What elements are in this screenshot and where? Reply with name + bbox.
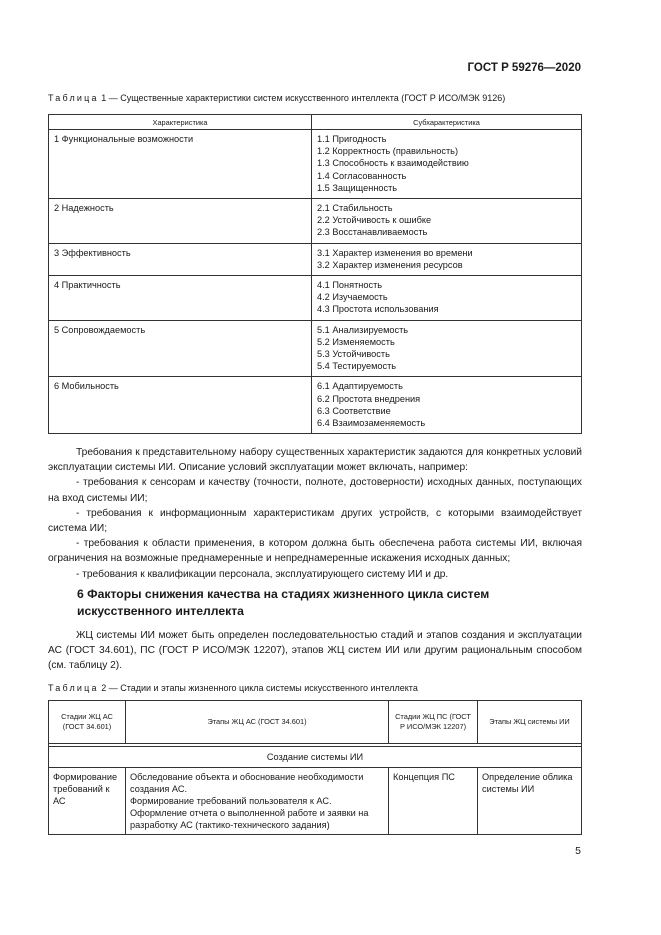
subcharacteristic-item: 2.1 Стабильность (317, 203, 393, 214)
subcharacteristic-cell (312, 130, 582, 199)
subcharacteristic-item: 4.2 Изучаемость (317, 292, 388, 303)
as-stage-cell: Формирование требований к АС (49, 768, 126, 835)
subcharacteristic-cell (312, 276, 582, 321)
subcharacteristic-item: 4.1 Понятность (317, 280, 383, 291)
table1 (48, 114, 582, 434)
software-stage-cell: Концепция ПС (389, 768, 478, 835)
subcharacteristic-item: 6.3 Соответствие (317, 405, 391, 416)
table1-col-characteristic: Характеристика (49, 115, 312, 130)
table-row (49, 320, 582, 377)
page-number: 5 (575, 845, 581, 857)
subcharacteristic-item: 5.3 Устойчивость (317, 349, 390, 360)
table2 (48, 700, 582, 835)
subcharacteristic-item: 6.4 Взаимозаменяемость (317, 418, 426, 429)
phase-item: Формирование требований пользователя к АС. (130, 796, 332, 806)
table-row (49, 243, 582, 275)
characteristic-cell: 3 Эффективность (49, 243, 312, 275)
ai-stage-cell: Определение облика системы ИИ (478, 768, 582, 835)
subcharacteristic-item: 3.1 Характер изменения во времени (317, 247, 473, 258)
subcharacteristic-item: 1.5 Защищенность (317, 182, 398, 193)
table2-col-as-phases: Этапы ЖЦ АС (ГОСТ 34.601) (126, 701, 389, 744)
list-item: - требования к информационным характеристикам других устройств, с которыми взаимодействует система ИИ; (48, 507, 582, 535)
paragraph: ЖЦ системы ИИ может быть определен последовательностью стадий и этапов создания и эксплуатации АС (ГОСТ 34.601), ПС (ГОСТ Р ИСО/МЭК 12207), этапов ЖЦ систем ИИ или другим рациональным способом (см. таблицу 2). (48, 630, 582, 672)
subcharacteristic-item: 1.4 Согласованность (317, 170, 407, 181)
table2-caption (48, 683, 418, 693)
subcharacteristic-item: 6.2 Простота внедрения (317, 393, 421, 404)
requirements-text (48, 445, 582, 582)
phase-item: Обследование объекта и обоснование необходимости создания АС. (130, 772, 364, 794)
characteristic-cell: 5 Сопровождаемость (49, 320, 312, 377)
subcharacteristic-item: 2.2 Устойчивость к ошибке (317, 215, 432, 226)
subcharacteristic-cell (312, 243, 582, 275)
subcharacteristic-item: 1.1 Пригодность (317, 134, 387, 144)
table2-col-as-stages: Стадии ЖЦ АС (ГОСТ 34.601) (49, 701, 126, 744)
table1-caption-text: 1 — Существенные характеристики систем искусственного интеллекта (ГОСТ Р ИСО/МЭК 9126) (101, 93, 506, 103)
table-row (49, 199, 582, 244)
table-row (49, 377, 582, 434)
table-row (49, 130, 582, 199)
subcharacteristic-item: 1.2 Корректность (правильность) (317, 146, 459, 157)
table2-caption-prefix: Таблица (48, 683, 99, 693)
subcharacteristic-item: 5.2 Изменяемость (317, 336, 395, 347)
group-row (49, 747, 582, 768)
subcharacteristic-item: 1.3 Способность к взаимодействию (317, 158, 469, 169)
table2-col-ai-stages: Этапы ЖЦ системы ИИ (478, 701, 582, 744)
subcharacteristic-cell (312, 320, 582, 377)
subcharacteristic-item: 6.1 Адаптируемость (317, 381, 403, 392)
table-row (49, 768, 582, 835)
table1-caption (48, 93, 505, 103)
table1-header-row (49, 115, 582, 130)
table2-col-software-stages: Стадии ЖЦ ПС (ГОСТ Р ИСО/МЭК 12207) (389, 701, 478, 744)
phase-item: Оформление отчета о выполненной работе и заявки на разработку АС (тактико-технического задания) (130, 808, 369, 830)
document-code-header: ГОСТ Р 59276—2020 (467, 62, 581, 74)
subcharacteristic-cell (312, 199, 582, 244)
section-heading: 6 Факторы снижения качества на стадиях жизненного цикла систем искусственного интеллекта (77, 587, 490, 618)
subcharacteristic-item: 4.3 Простота использования (317, 304, 439, 315)
list-item: - требования к квалификации персонала, эксплуатирующего систему ИИ и др. (76, 568, 449, 580)
as-phase-cell (126, 768, 389, 835)
list-item: - требования к области применения, в котором должна быть обеспечена работа системы ИИ, включая ограничения на возможные преднамеренные и непреднамеренные искажения исходных данных; (48, 538, 582, 565)
table2-header-row (49, 701, 582, 744)
table1-col-subcharacteristic: Субхарактеристика (312, 115, 582, 130)
list-item: - требования к сенсорам и качеству (точности, полноте, достоверности) исходных данных, поступающих на вход системы ИИ; (48, 477, 582, 504)
paragraph: Требования к представительному набору существенных характеристик задаются для конкретных условий эксплуатации системы ИИ. Описание условий эксплуатации может включать, например: (48, 447, 582, 474)
table-row (49, 276, 582, 321)
characteristic-cell: 4 Практичность (49, 276, 312, 321)
section-text (48, 628, 582, 674)
group-title: Создание системы ИИ (49, 747, 582, 768)
table2-caption-text: 2 — Стадии и этапы жизненного цикла системы искусственного интеллекта (101, 683, 418, 693)
subcharacteristic-cell (312, 377, 582, 434)
subcharacteristic-item: 2.3 Восстанавливаемость (317, 227, 428, 238)
subcharacteristic-item: 3.2 Характер изменения ресурсов (317, 259, 463, 270)
characteristic-cell: 1 Функциональные возможности (49, 130, 312, 199)
subcharacteristic-item: 5.1 Анализируемость (317, 324, 409, 335)
characteristic-cell: 6 Мобильность (49, 377, 312, 434)
table1-caption-prefix: Таблица (48, 93, 99, 103)
subcharacteristic-item: 5.4 Тестируемость (317, 361, 397, 372)
characteristic-cell: 2 Надежность (49, 199, 312, 244)
